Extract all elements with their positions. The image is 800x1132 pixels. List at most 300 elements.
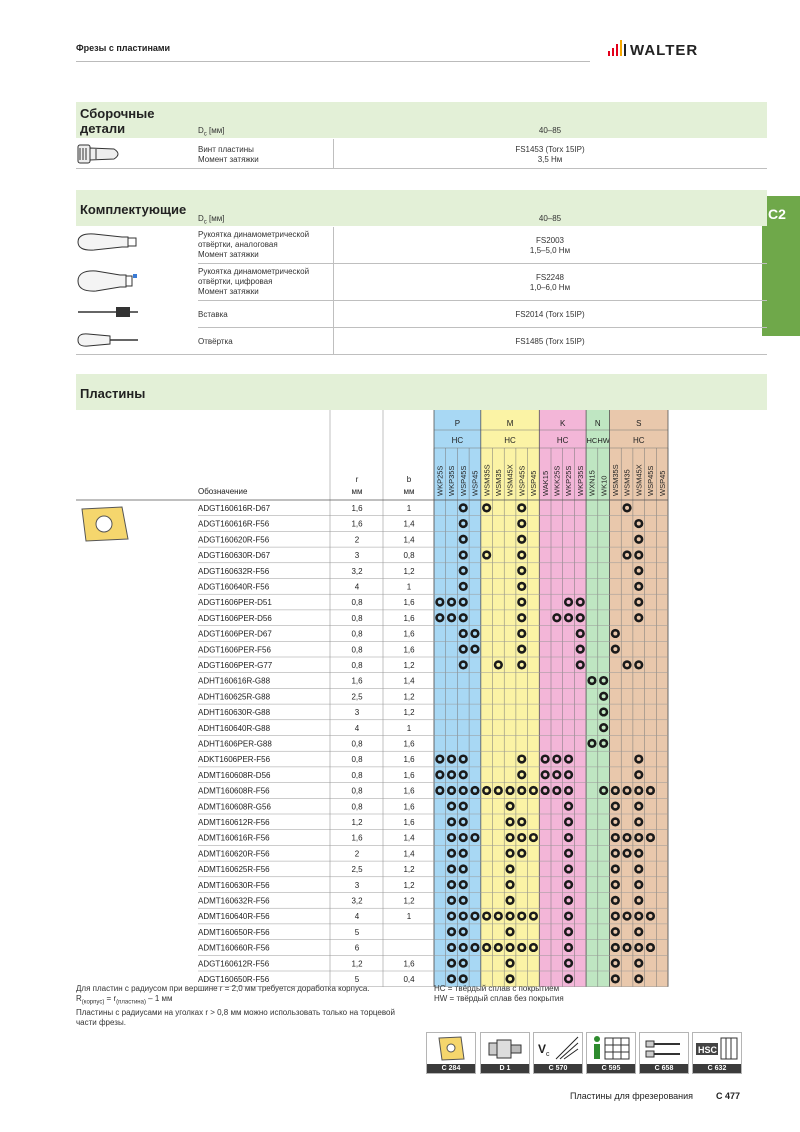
grade-header: WSP45S xyxy=(517,465,527,496)
insert-b: 1,6 xyxy=(403,645,415,655)
grade-availability-icon-center xyxy=(461,569,465,573)
insert-b: 1,6 xyxy=(403,613,415,623)
grade-availability-icon-center xyxy=(613,788,617,792)
grade-availability-icon-center xyxy=(485,914,489,918)
grade-availability-icon-center xyxy=(625,506,629,510)
col-b-header: b xyxy=(406,475,412,484)
grade-availability-icon-center xyxy=(438,773,442,777)
acc-row-1-label: Рукоятка динамометрической отвёртки, аналоговая Момент затяжки xyxy=(198,230,310,259)
grade-header: WSP45 xyxy=(529,470,539,496)
grade-availability-icon-center xyxy=(637,820,641,824)
grade-availability-icon-center xyxy=(461,836,465,840)
grade-availability-icon-center xyxy=(461,600,465,604)
insert-b: 1,6 xyxy=(403,598,415,608)
grade-availability-icon-center xyxy=(613,883,617,887)
grade-availability-icon-center xyxy=(450,616,454,620)
grade-availability-icon-center xyxy=(567,883,571,887)
assembly-dc-label: $D_c$ [мм] xyxy=(198,126,225,138)
grade-availability-icon-center xyxy=(648,914,652,918)
acc-row-1-value: FS2003 1,5–5,0 Нм xyxy=(529,236,571,255)
chapter-tab: C2 xyxy=(762,196,800,336)
insert-radius: 3 xyxy=(354,708,360,718)
insert-b: 1,6 xyxy=(403,802,415,812)
info-icon xyxy=(587,1033,635,1064)
grade-header: WSP45 xyxy=(470,470,480,496)
grade-availability-icon-center xyxy=(461,757,465,761)
grade-availability-icon-center xyxy=(613,914,617,918)
grade-availability-icon-center xyxy=(450,851,454,855)
insert-designation: ADMT160616R-F56 xyxy=(198,833,270,843)
grade-availability-icon-center xyxy=(637,914,641,918)
insert-radius: 4 xyxy=(354,582,360,592)
grade-availability-icon-center xyxy=(567,977,571,981)
insert-b: 1,6 xyxy=(403,818,415,827)
accessories-title: Комплектующие xyxy=(80,202,187,217)
grade-availability-icon-center xyxy=(496,788,500,792)
grade-availability-icon-center xyxy=(637,616,641,620)
grade-availability-icon-center xyxy=(520,945,524,949)
grade-availability-icon-center xyxy=(520,914,524,918)
grade-availability-icon-center xyxy=(461,584,465,588)
insert-designation: ADMT160660R-F56 xyxy=(198,943,270,953)
grade-header: WKK25S xyxy=(552,465,562,496)
grade-availability-icon-center xyxy=(637,867,641,871)
grade-availability-icon-center xyxy=(543,757,547,761)
grade-availability-icon-center xyxy=(602,741,606,745)
grade-availability-icon-center xyxy=(555,616,559,620)
grade-availability-icon-center xyxy=(567,930,571,934)
grade-availability-icon-center xyxy=(438,600,442,604)
grade-availability-icon-center xyxy=(520,506,524,510)
insert-designation: ADHT160640R-G88 xyxy=(198,723,271,733)
inserts-title: Пластины xyxy=(80,386,146,401)
grade-availability-icon-center xyxy=(473,788,477,792)
group-letter: M xyxy=(506,419,514,428)
grade-availability-icon-center xyxy=(637,537,641,541)
grade-availability-icon-center xyxy=(531,945,535,949)
spare-parts-icon xyxy=(640,1033,688,1064)
grade-availability-icon-center xyxy=(613,820,617,824)
grade-availability-icon-center xyxy=(567,961,571,965)
insert-designation: ADMT160620R-F56 xyxy=(198,849,270,859)
grade-header: WSM45X xyxy=(634,464,644,496)
grade-header: WAK15 xyxy=(540,470,550,496)
grade-availability-icon-center xyxy=(637,851,641,855)
grade-availability-icon-center xyxy=(613,867,617,871)
grade-header: WSP45S xyxy=(458,465,468,496)
grade-availability-icon-center xyxy=(637,883,641,887)
grade-availability-icon-center xyxy=(602,710,606,714)
grade-availability-icon-center xyxy=(461,804,465,808)
grade-availability-icon-center xyxy=(450,945,454,949)
insert-designation: ADGT160640R-F56 xyxy=(198,582,270,592)
grade-header: WXN15 xyxy=(587,470,597,496)
grade-availability-icon-center xyxy=(450,757,454,761)
grade-availability-icon-center xyxy=(461,961,465,965)
grade-availability-icon-center xyxy=(555,773,559,777)
insert-b: 1 xyxy=(406,723,412,733)
insert-designation: ADHT1606PER-G88 xyxy=(198,739,272,749)
grade-availability-icon-center xyxy=(485,506,489,510)
group-letter: P xyxy=(454,419,461,428)
grade-availability-icon-center xyxy=(555,788,559,792)
col-b-unit: мм xyxy=(403,487,415,496)
grade-header: WSM35 xyxy=(494,469,503,496)
insert-designation: ADGT160616R-F56 xyxy=(198,519,270,529)
grade-availability-icon-center xyxy=(625,836,629,840)
grade-availability-icon-center xyxy=(613,977,617,981)
insert-radius: 0,8 xyxy=(351,598,363,608)
grade-availability-icon-center xyxy=(613,961,617,965)
grade-availability-icon-center xyxy=(567,788,571,792)
grade-availability-icon-center xyxy=(461,898,465,902)
grade-availability-icon-center xyxy=(461,820,465,824)
insert-radius: 1,2 xyxy=(351,818,363,827)
group-coating: HC xyxy=(586,436,598,445)
grade-availability-icon-center xyxy=(473,631,477,635)
insert-designation: ADMT160630R-F56 xyxy=(198,880,270,890)
insert-b: 1 xyxy=(406,912,412,922)
grade-availability-icon-center xyxy=(555,757,559,761)
grade-header: WKP35S xyxy=(447,465,457,496)
ref-holder[interactable]: D 1 xyxy=(480,1032,530,1074)
insert-radius: 1,6 xyxy=(351,833,363,843)
grade-availability-icon-center xyxy=(625,663,629,667)
footer-section: Пластины для фрезерования xyxy=(570,1091,694,1101)
grade-availability-icon-center xyxy=(625,851,629,855)
footer-page: C 477 xyxy=(716,1091,741,1101)
group-coating: HC xyxy=(632,436,645,445)
insert-b: 1,2 xyxy=(403,692,415,702)
insert-designation: ADMT160632R-F56 xyxy=(198,896,270,906)
insert-b: 1,4 xyxy=(403,849,415,859)
grade-availability-icon-center xyxy=(567,867,571,871)
grade-availability-icon-center xyxy=(625,945,629,949)
insert-b: 1,6 xyxy=(403,755,415,765)
grade-availability-icon-center xyxy=(461,930,465,934)
grade-availability-icon-center xyxy=(450,773,454,777)
grade-availability-icon-center xyxy=(637,961,641,965)
grade-availability-icon-center xyxy=(613,631,617,635)
insert-designation: ADGT160632R-F56 xyxy=(198,566,270,576)
grade-availability-icon-center xyxy=(473,914,477,918)
insert-designation: ADGT160616R-D67 xyxy=(198,504,271,513)
svg-text:c: c xyxy=(546,1051,550,1058)
col-r-unit: мм xyxy=(351,487,363,496)
grade-availability-icon-center xyxy=(496,945,500,949)
grade-availability-icon-center xyxy=(567,773,571,777)
insert-designation: ADMT160640R-F56 xyxy=(198,912,270,922)
grade-availability-icon-center xyxy=(473,945,477,949)
grade-availability-icon-center xyxy=(508,804,512,808)
grade-availability-icon-center xyxy=(508,867,512,871)
insert-radius: 1,2 xyxy=(351,959,363,969)
grade-availability-icon-center xyxy=(543,773,547,777)
grade-availability-icon-center xyxy=(450,600,454,604)
acc-row-3-value: FS2014 (Torx 15IP) xyxy=(515,310,585,319)
insert-radius: 2 xyxy=(354,535,360,545)
acc-row-2-label: Рукоятка динамометрической отвёртки, цифровая Момент затяжки xyxy=(198,267,310,296)
grade-availability-icon-center xyxy=(613,898,617,902)
grade-availability-icon-center xyxy=(602,788,606,792)
grade-header: WK10 xyxy=(599,475,609,496)
grade-availability-icon-center xyxy=(625,914,629,918)
grade-availability-icon-center xyxy=(520,600,524,604)
insert-b: 1,4 xyxy=(403,519,415,529)
grade-availability-icon-center xyxy=(450,930,454,934)
grade-availability-icon-center xyxy=(613,930,617,934)
insert-designation: ADGT1606PER-D51 xyxy=(198,598,272,608)
ref-cutting-data[interactable]: V c C 570 xyxy=(533,1032,583,1074)
grade-header: WSP45 xyxy=(657,470,667,496)
grade-availability-icon-center xyxy=(567,804,571,808)
acc-row-2-value: FS2248 1,0–6,0 Нм xyxy=(529,273,571,292)
grade-availability-icon-center xyxy=(625,788,629,792)
grade-availability-icon-center xyxy=(461,977,465,981)
grade-availability-icon-center xyxy=(485,945,489,949)
group-coating: HC xyxy=(451,436,464,445)
grade-availability-icon-center xyxy=(613,804,617,808)
insert-designation: ADGT1606PER-D67 xyxy=(198,629,272,639)
insert-b: 1,2 xyxy=(403,880,415,890)
grade-availability-icon-center xyxy=(461,773,465,777)
grade-availability-icon-center xyxy=(590,741,594,745)
group-letter: K xyxy=(560,419,566,428)
grade-availability-icon-center xyxy=(578,600,582,604)
grade-availability-icon-center xyxy=(637,600,641,604)
grade-availability-icon-center xyxy=(520,663,524,667)
ref-info[interactable]: C 595 xyxy=(586,1032,636,1074)
grade-availability-icon-center xyxy=(590,679,594,683)
insert-b: 1,6 xyxy=(403,770,415,780)
grade-availability-icon-center xyxy=(508,930,512,934)
accessories-dc-label: $D_c$ [мм] xyxy=(198,214,225,226)
insert-b: 1,4 xyxy=(403,676,415,686)
grade-availability-icon-center xyxy=(613,851,617,855)
insert-designation: ADGT160650R-F56 xyxy=(198,975,270,984)
grade-availability-icon-center xyxy=(520,647,524,651)
insert-b: 1,2 xyxy=(403,865,415,875)
assembly-row-label: Винт пластины Момент затяжки xyxy=(198,145,259,164)
grade-availability-icon-center xyxy=(637,836,641,840)
grade-availability-icon-center xyxy=(578,663,582,667)
group-coating: HW xyxy=(597,436,610,445)
grade-availability-icon-center xyxy=(520,553,524,557)
insert-radius: 4 xyxy=(354,912,360,922)
grade-availability-icon-center xyxy=(637,773,641,777)
insert-radius: 0,8 xyxy=(351,613,363,623)
hsc-icon xyxy=(693,1033,741,1064)
grade-header: WSM35 xyxy=(622,469,632,496)
acc-row-4-value: FS1485 (Torx 15IP) xyxy=(515,337,585,346)
insert-b: 1,6 xyxy=(403,959,415,969)
group-coating: HC xyxy=(556,436,569,445)
insert-b: 1,6 xyxy=(403,786,415,796)
grade-availability-icon-center xyxy=(461,914,465,918)
insert-icon xyxy=(427,1033,475,1064)
grade-header: WSM35S xyxy=(611,464,620,496)
accessories-range: 40–85 xyxy=(538,214,562,223)
grade-availability-icon-center xyxy=(496,663,500,667)
grade-availability-icon-center xyxy=(648,836,652,840)
col-r-header: r xyxy=(355,475,359,484)
group-letter: S xyxy=(636,419,642,428)
grade-availability-icon-center xyxy=(625,553,629,557)
insert-b: 1,4 xyxy=(403,833,415,843)
acc-row-4-label: Отвёртка xyxy=(198,337,233,346)
grade-availability-icon-center xyxy=(637,804,641,808)
grade-availability-icon-center xyxy=(450,977,454,981)
insert-b: 1,6 xyxy=(403,739,415,749)
grade-availability-icon-center xyxy=(485,788,489,792)
insert-radius: 0,8 xyxy=(351,786,363,796)
insert-designation: ADMT160608R-F56 xyxy=(198,786,270,796)
grade-availability-icon-center xyxy=(567,600,571,604)
grade-availability-icon-center xyxy=(602,694,606,698)
grade-availability-icon-center xyxy=(438,616,442,620)
grade-availability-icon-center xyxy=(450,961,454,965)
insert-radius: 0,8 xyxy=(351,629,363,639)
grade-availability-icon-center xyxy=(461,506,465,510)
grade-availability-icon-center xyxy=(508,898,512,902)
grade-availability-icon-center xyxy=(531,836,535,840)
grade-availability-icon-center xyxy=(450,788,454,792)
insert-radius: 5 xyxy=(354,975,360,984)
insert-designation: ADGT1606PER-G77 xyxy=(198,661,273,670)
grade-availability-icon-center xyxy=(520,788,524,792)
grade-availability-icon-center xyxy=(461,663,465,667)
grade-availability-icon-center xyxy=(648,945,652,949)
grade-availability-icon-center xyxy=(637,569,641,573)
insert-radius: 0,8 xyxy=(351,802,363,812)
grade-availability-icon-center xyxy=(567,898,571,902)
grade-availability-icon-center xyxy=(473,836,477,840)
ref-hsc[interactable]: HSC C 632 xyxy=(692,1032,742,1074)
insert-b: 0,4 xyxy=(403,975,415,984)
insert-radius: 3 xyxy=(354,551,360,561)
grade-availability-icon-center xyxy=(508,836,512,840)
insert-radius: 3 xyxy=(354,880,360,890)
holder-icon xyxy=(481,1033,529,1064)
grade-header: WKP25S xyxy=(435,465,445,496)
grade-availability-icon-center xyxy=(461,522,465,526)
ref-spare-parts[interactable]: C 658 xyxy=(639,1032,689,1074)
grade-availability-icon-center xyxy=(520,522,524,526)
grade-availability-icon-center xyxy=(578,616,582,620)
grade-availability-icon-center xyxy=(520,773,524,777)
grade-availability-icon-center xyxy=(648,788,652,792)
ref-insert[interactable]: C 284 xyxy=(426,1032,476,1074)
grade-header: WKP25S xyxy=(564,465,574,496)
insert-radius: 0,8 xyxy=(351,739,363,749)
grade-availability-icon-center xyxy=(438,788,442,792)
grade-availability-icon-center xyxy=(496,914,500,918)
assembly-row-value: FS1453 (Torx 15IP) 3,5 Нм xyxy=(515,145,585,164)
insert-b: 1,6 xyxy=(403,629,415,639)
grade-availability-icon-center xyxy=(637,977,641,981)
grade-availability-icon-center xyxy=(450,836,454,840)
grade-availability-icon-center xyxy=(461,616,465,620)
grade-availability-icon-center xyxy=(485,553,489,557)
insert-radius: 6 xyxy=(354,943,360,953)
grade-availability-icon-center xyxy=(637,757,641,761)
grade-availability-icon-center xyxy=(543,788,547,792)
insert-radius: 2 xyxy=(354,849,360,859)
grade-availability-icon-center xyxy=(520,584,524,588)
insert-radius: 5 xyxy=(354,927,360,937)
insert-radius: 0,8 xyxy=(351,755,363,765)
insert-b: 1 xyxy=(406,582,412,592)
insert-designation: ADGT160630R-D67 xyxy=(198,551,271,561)
grade-availability-icon-center xyxy=(567,851,571,855)
insert-designation: ADMT160608R-D56 xyxy=(198,770,271,780)
svg-text:V: V xyxy=(538,1042,547,1056)
grade-availability-icon-center xyxy=(450,804,454,808)
insert-radius: 1,6 xyxy=(351,504,363,513)
insert-b: 1 xyxy=(406,504,412,513)
grade-availability-icon-center xyxy=(450,820,454,824)
grade-availability-icon-center xyxy=(637,663,641,667)
grade-availability-icon-center xyxy=(567,914,571,918)
cutting-data-icon xyxy=(534,1033,582,1064)
insert-radius: 1,6 xyxy=(351,676,363,686)
grade-availability-icon-center xyxy=(508,820,512,824)
grade-availability-icon-center xyxy=(450,914,454,918)
insert-designation: ADGT160612R-F56 xyxy=(198,959,270,969)
grade-availability-icon-center xyxy=(520,537,524,541)
page-header-title: Фрезы с пластинами xyxy=(76,43,171,53)
grade-availability-icon-center xyxy=(637,930,641,934)
grade-availability-icon-center xyxy=(578,631,582,635)
grade-availability-icon-center xyxy=(508,851,512,855)
grade-availability-icon-center xyxy=(637,553,641,557)
grade-availability-icon-center xyxy=(461,883,465,887)
insert-b: 1,2 xyxy=(403,708,415,718)
grade-availability-icon-center xyxy=(520,631,524,635)
grade-availability-icon-center xyxy=(450,867,454,871)
grade-availability-icon-center xyxy=(520,569,524,573)
grade-availability-icon-center xyxy=(567,945,571,949)
grade-availability-icon-center xyxy=(473,647,477,651)
insert-b: 1,2 xyxy=(403,566,415,576)
grade-availability-icon-center xyxy=(520,616,524,620)
insert-designation: ADGT160620R-F56 xyxy=(198,535,270,545)
svg-text:HSC: HSC xyxy=(698,1045,718,1055)
insert-radius: 0,8 xyxy=(351,770,363,780)
grade-availability-icon-center xyxy=(520,836,524,840)
grade-availability-icon-center xyxy=(531,914,535,918)
grade-availability-icon-center xyxy=(613,647,617,651)
insert-radius: 3,2 xyxy=(351,566,363,576)
grade-availability-icon-center xyxy=(461,631,465,635)
grade-availability-icon-center xyxy=(637,945,641,949)
insert-radius: 0,8 xyxy=(351,661,363,670)
grade-availability-icon-center xyxy=(461,647,465,651)
insert-radius: 2,5 xyxy=(351,692,363,702)
assembly-range: 40–85 xyxy=(538,126,562,135)
grade-availability-icon-center xyxy=(508,914,512,918)
grade-availability-icon-center xyxy=(461,553,465,557)
insert-b: 1,2 xyxy=(403,896,415,906)
svg-text:WALTER: WALTER xyxy=(630,42,699,59)
grade-availability-icon-center xyxy=(520,757,524,761)
grade-availability-icon-center xyxy=(613,836,617,840)
grade-availability-icon-center xyxy=(578,647,582,651)
grade-header: WSM45X xyxy=(505,464,515,496)
notes-right: HC = твёрдый сплав с покрытием HW = твёрдый сплав без покрытия xyxy=(434,984,564,1003)
grade-availability-icon-center xyxy=(637,898,641,902)
grade-availability-icon-center xyxy=(637,788,641,792)
